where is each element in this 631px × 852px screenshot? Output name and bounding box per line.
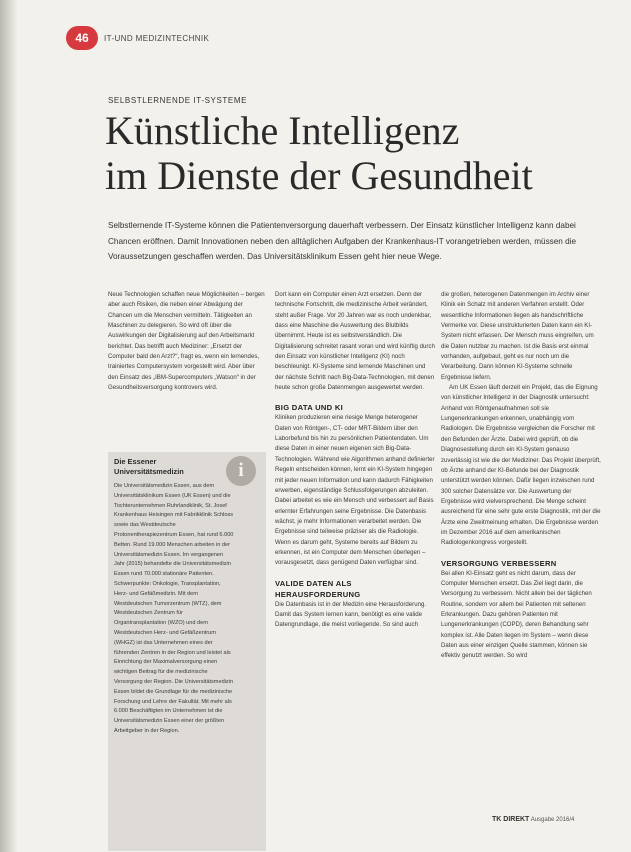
section-label: IT-UND MEDIZINTECHNIK [104,33,210,43]
column-2 [275,290,435,631]
page-footer [492,816,574,823]
article-lead: Selbstlernende IT-Systeme können die Patientenversorgung dauerhaft verbessern. Der Einsatz künstlicher Intelligenz kann dabei Chancen eröffnen. Damit Innovationen neben den alltäglichen Aufgaben der Krankenhaus-IT vorangetrieben werden, müssen die Voraussetzungen geschaffen werden. Das Universitätsklinikum Essen geht hier neue Wege. [108,221,577,261]
binding-shadow [0,0,18,852]
body-paragraph: Am UK Essen läuft derzeit ein Projekt, das die Eignung von künstlicher Intelligenz in der Diagnostik untersucht: Anhand von Röntgenaufnahmen soll sie Lungenerkrankungen erkennen, unabhängig vom Radiologen. Die Ergebnisse vergleichen die Forscher mit den Befunden der Ärzte. Dabei wird geprüft, ob die Diagnosestellung durch ein KI-System genauso zuverlässig ist wie die der Mediziner. Das Projekt überprüft, ob Ärzte anhand der KI-Befunde bei der Diagnostik unterstützt werden können. Dafür liegen inzwischen rund 300 solcher Datensätze vor. Die Auswertung der Ergebnisse wird vielversprechend. Die Menge scheint ausreichend für eine sehr gute erste Diagnostik, mit der die Ärzte eine Zweitmeinung erhalten. Die Ergebnisse werden im Dezember 2016 auf dem amerikanischen Radiologenkongress vorgestellt. [441,384,601,547]
page-number-badge: 46 [66,26,98,50]
info-box-text: Die Universitätsmedizin Essen, aus dem Universitätsklinikum Essen (UK Essen) und die Tochterunternehmen Ruhrlandklinik, St. Josef Krankenhaus Heisingen mit Fabrikklinik Schloss sowie das Westdeutsche Protonentherapiezentrum Essen, hat rund 6.000 Betten. Rund 19.000 Menschen arbeiten in der Universitätsmedizin Essen. Im vergangenen Jahr (2015) behandelte die Universitätsmedizin Essen rund 70.000 stationäre Patienten. Schwerpunkte: Onkologie, Transplantation, Herz- und Gefäßmedizin. Mit dem Westdeutschen Tumorzentrum (WTZ), dem Westdeutschen Zentrum für Organtransplantation (WZO) und dem Westdeutschen Herz- und Gefäßzentrum (WHGZ) ist das Unternehmen eines der führenden Zentren in der Region und leistet als Einrichtung der Maximalversorgung einen wichtigen Beitrag für die medizinische Versorgung der Region. Die Universitätsmedizin Essen bildet die Grundlage für die medizinische Forschung und Lehre der Fakultät. Mit mehr als 6.000 Beschäftigten im Unternehmen ist die Universitätsmedizin Essen einer der größten Arbeitgeber in der Region. [114,483,234,734]
body-paragraph: Die Datenbasis ist in der Medizin eine Herausforderung. Damit das System lernen kann, benötigt es eine valide Datengrundlage, die meist vorliegende. So sind auch [275,600,427,629]
info-box [108,452,266,851]
body-paragraph: Bei allen KI-Einsatz geht es nicht darum, dass der Computer Menschen ersetzt. Das Ziel liegt darin, die Versorgung zu verbessern. Nicht allein bei der täglichen Routine, sondern vor allem bei Patienten mit seltenen Erkrankungen. Dazu gehören Patienten mit Lungenerkrankungen (COPD), deren Behandlung sehr komplex ist. Alle Daten liegen im System – wenn diese Daten aus einer einzigen Quelle stammen, können sie effektiv genutzt werden. So wird [441,569,592,660]
footer-issue: Ausgabe 2016/4 [530,817,575,823]
subheading-versorgung: VERSORGUNG VERBESSERN [441,558,557,568]
footer-magazine: TK DIREKT [492,816,530,823]
title-line-1: Künstliche Intelligenz [105,108,460,153]
body-paragraph: Kliniken produzieren eine riesige Menge heterogener Daten von Röntgen-, CT- oder MRT-Bildern über den Laborbefund bis hin zu persönlichen Patientendaten. Um diese Daten in einer neuen eigenen sich Big-Data-Technologien. Während wie Algorithmen anhand definierter Regeln entscheiden können, lernt ein KI-System hingegen mit jeder neuen Information und kann dadurch Fähigkeiten erwerben, eigenständige Schlussfolgerungen abzuleiten. Dabei arbeitet es wie ein Mensch und verbessert auf Basis erlernter Erfahrungen seine Ergebnisse. Die Datenbasis wächst, je mehr Informationen verarbeitet werden. Die Ergebnisse sind teilweise präziser als die Radiologie. Wenn es darum geht, Systeme bereits auf Bildern zu erkennen, ist ein Computer dem Menschen überlegen – vorausgesetzt, dass genügend Daten verfügbar sind. [275,414,435,567]
subheading-valide-daten: VALIDE DATEN ALS HERAUSFORDERUNG [275,578,361,599]
body-paragraph: Dort kann ein Computer einen Arzt ersetzen. Denn der technische Fortschritt, die medizinische Arbeit verändert, steht außer Frage. Vor 20 Jahren war es noch undenkbar, dass eine Maschine die Auswertung des Blutbilds übernimmt. Heute ist es selbstverständlich. Die Digitalisierung schreitet rasant voran und wird künftig durch den Einsatz von künstlicher Intelligenz (KI) noch beschleunigt. KI-Systeme sind lernende Maschinen und der nächste Schritt nach Big-Data-Technologien, mit denen heute schon große Datenmengen ausgewertet werden. [275,291,435,392]
subheading-big-data: BIG DATA UND KI [275,403,344,413]
column-3 [441,290,601,662]
article-kicker: SELBSTLERNENDE IT-SYSTEME [108,96,248,105]
title-line-2: im Dienste der Gesundheit [105,153,533,198]
body-paragraph: die großen, heterogenen Datenmengen im Archiv einer Klinik ein Schatz mit anderen Verfahren erstellt. Oder wesentliche Informationen liegen als handschriftliche Vermerke vor. Diese unstrukturierten Daten kann ein KI-System nicht erfassen. Der Mensch muss eingreifen, um die Daten nutzbar zu machen. Ist die Basis erst einmal vorhanden, aufgebaut, geht es nur noch um die Verarbeitung. Dann können KI-Systeme schnelle Ergebnisse liefern. [441,291,594,381]
info-icon: i [226,456,256,486]
running-header [66,26,209,50]
body-paragraph: Neue Technologien schaffen neue Möglichkeiten – bergen aber auch Risiken, die neben einer Abwägung der Chancen um die Menschen vermitteln. Tätigkeiten an Maschinen zu delegieren. So wird oft über die Auswirkungen der Digitalisierung auf den Arbeitsmarkt berichtet. Das betrifft auch Mediziner: „Ersetzt der Computer bald den Arzt?“, fragt es, wenn ein lernendes, trainiertes Computersystem vorgestellt wird. Aber über den Einsatz des „IBM-Supercomputers „Watson“ in der Gesundheitsversorgung kontrovers wird. [108,291,265,392]
info-box-title: Die Essener Universitätsmedizin [114,457,184,476]
column-1 [108,290,265,393]
article-title [105,108,533,198]
